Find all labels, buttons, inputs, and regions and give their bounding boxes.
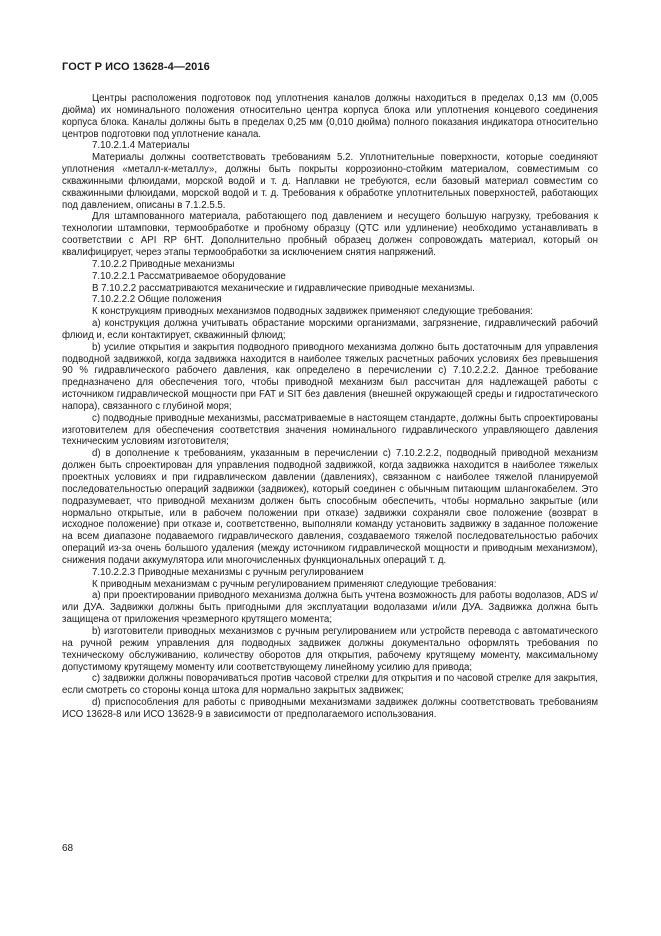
- document-header: ГОСТ Р ИСО 13628-4—2016: [62, 61, 210, 73]
- document-body: [62, 93, 598, 721]
- paragraph: Для штампованного материала, работающего под давлением и несущего большую нагрузку, требования к технологии штамповки, термообработке и пробному образцу (QTC или удлинение) необходимо устанавливать в соответствии с API RP 6HT. Дополнительно пробный образец должен сопровождать материал, который он квалифицирует, через этапы термообработки за исключением снятия напряжений.: [62, 211, 598, 258]
- paragraph: К приводным механизмам с ручным регулированием применяют следующие требования:: [92, 578, 497, 590]
- list-item: d) приспособления для работы с приводными механизмами задвижек должны соответствовать требованиям ИСО 13628-8 или ИСО 13628-9 в зависимости от предполагаемого использования.: [62, 697, 598, 720]
- list-item: b) усилие открытия и закрытия подводного приводного механизма должно быть достаточным для управления подводной задвижкой, когда задвижка находится в наиболее тяжелых расчетных рабочих условиях без превышения 90 % гидравлического рабочего давления, как определено в перечислении с) 7.10.2.2.2. Данное требование предназначено для обеспечения того, чтобы приводной механизм был рассчитан для надлежащей работы с источником гидравлической мощности при FAT и SIT без давления (внешней окружающей среды и гидростатического напора), связанного с глубиной моря;: [62, 341, 598, 412]
- paragraph: В 7.10.2.2 рассматриваются механические и гидравлические приводные механизмы.: [92, 282, 475, 294]
- section-heading: 7.10.2.2.3 Приводные механизмы с ручным регулированием: [92, 566, 364, 578]
- paragraph: Центры расположения подготовок под уплотнения каналов должны находиться в пределах 0,13 мм (0,005 дюйма) их номинального положения относительно центра корпуса блока или уплотнения концевого соединения корпуса блока. Каналы должны быть в пределах 0,25 мм (0,010 дюйма) полного показания индикатора относительно центров подготовки под уплотнение канала.: [62, 93, 598, 140]
- section-heading: 7.10.2.2.1 Рассматриваемое оборудование: [92, 270, 286, 282]
- section-heading: 7.10.2.1.4 Материалы: [92, 140, 190, 152]
- list-item: с) подводные приводные механизмы, рассматриваемые в настоящем стандарте, должны быть спроектированы изготовителем для обеспечения соответствия значения номинального гидравлического управляющего давления техническим условиям изготовителя;: [62, 412, 598, 448]
- list-item: с) задвижки должны поворачиваться против часовой стрелки для открытия и по часовой стрелке для закрытия, если смотреть со стороны конца штока для нормально закрытых задвижек;: [62, 673, 598, 697]
- section-heading: 7.10.2.2.2 Общие положения: [92, 294, 222, 306]
- paragraph: К конструкциям приводных механизмов подводных задвижек применяют следующие требования:: [92, 306, 533, 318]
- list-item: а) при проектировании приводного механизма должна быть учтена возможность для работы водолазов, ADS и/или ДУА. Задвижки должны быть пригодными для эксплуатации водолазами и/или ДУА. Задвижка должна быть защищена от приложения чрезмерного крутящего момента;: [62, 590, 598, 626]
- list-item: d) в дополнение к требованиям, указанным в перечислении с) 7.10.2.2.2, подводный приводной механизм должен быть спроектирован для управления подводной задвижкой, когда задвижка находится в наиболее тяжелых проектных условиях и при гидравлическом давлении (давлениях), связанном с наиболее тяжелой планируемой последовательностью операций задвижки (задвижек), который соединен с обычным питающим шлангокабелем. Это подразумевает, что приводной механизм должен быть способным обеспечить, чтобы нормально закрытые (или нормально открытые, или в рабочем положении при отказе) задвижки сохраняли свое положение (возврат в исходное положение) при отказе и, соответственно, выполняли команду установить задвижку в заданное положение на всем диапазоне подаваемого гидравлического давления, создаваемого тяжелой последовательностью рабочих операций из-за очень большого удаления (между источником гидравлической мощности и приводным механизмом), снижения подачи аккумулятора или многочисленных функциональных операций т. д.: [62, 448, 598, 566]
- paragraph: Материалы должны соответствовать требованиям 5.2. Уплотнительные поверхности, которые соединяют уплотнения «металл-к-металлу», должны быть покрыты коррозионно-стойким материалом, совместимым со скважинными флюидами, морской водой и т. д. Наплавки не требуются, если базовый материал совместим со скважинными флюидами, морской водой и т. д. Требования к обработке уплотнительных поверхностей, работающих под давлением, описаны в 7.1.2.5.5.: [62, 152, 598, 211]
- list-item: а) конструкция должна учитывать обрастание морскими организмами, загрязнение, гидравлический рабочий флюид и, если контактирует, скважинный флюид;: [62, 318, 598, 341]
- page-number: 68: [62, 843, 74, 854]
- list-item: b) изготовители приводных механизмов с ручным регулированием или устройств перевода с автоматического на ручной режим управления для подводных задвижек должны документально оформлять требования по техническому обслуживанию, количеству оборотов для открытия, рабочему крутящему моменту, максимальному допустимому крутящему моменту или соответствующему линейному усилию для привода;: [62, 625, 598, 673]
- section-heading: 7.10.2.2 Приводные механизмы: [92, 258, 235, 270]
